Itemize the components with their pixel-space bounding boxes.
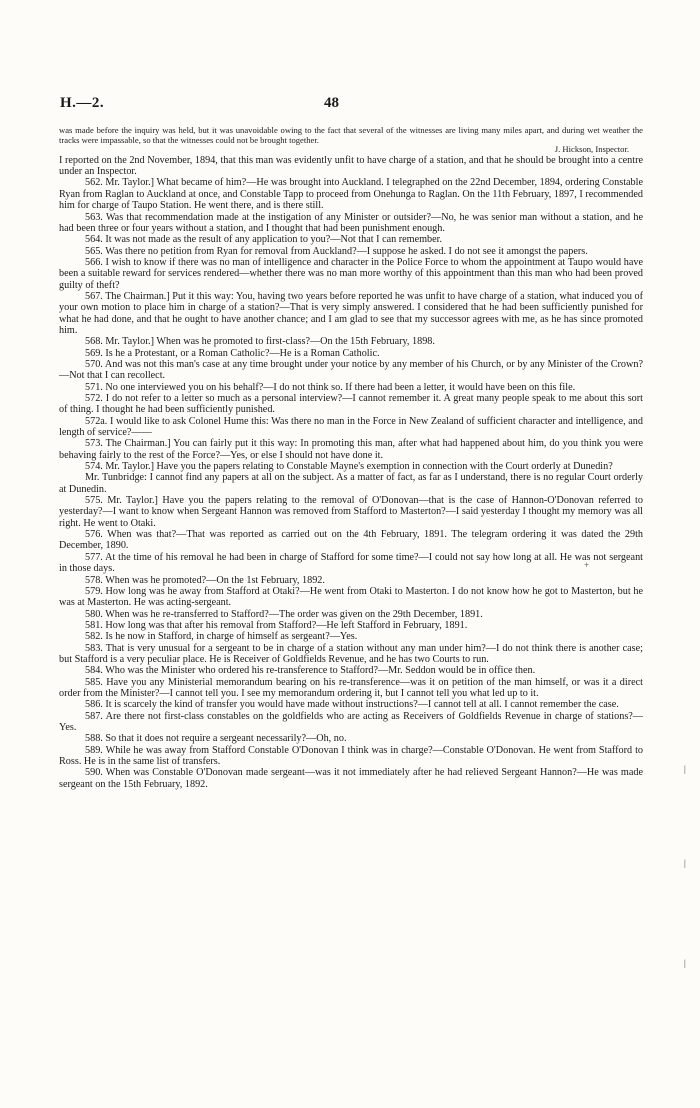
- testimony-paragraph: 570. And was not this man's case at any time brought under your notice by any member of his Church, or by any Minister of the Crown?—Not that I can recollect.: [59, 358, 643, 382]
- intro-small-text: was made before the inquiry was held, but it was unavoidable owing to the fact that several of the witnesses are living many miles apart, and during wet weather the tracks were impassable, so that the witnesses could not be brought together.: [59, 125, 643, 145]
- testimony-paragraph: 566. I wish to know if there was no man of intelligence and character in the Police Force to whom the appointment at Taupo would have been a suitable reward for services rendered—whether there was no man more worthy of this appointment than this man who had been proved guilty of theft?: [59, 256, 643, 291]
- testimony-paragraph: 587. Are there not first-class constables on the goldfields who are acting as Receivers of Goldfields Revenue in charge of stations?—Yes.: [59, 710, 643, 733]
- testimony-paragraph: 577. At the time of his removal he had been in charge of Stafford for some time?—I could not say how long at all. He was not sergeant in those days.: [59, 551, 643, 575]
- testimony-paragraph: 563. Was that recommendation made at the instigation of any Minister or outsider?—No, he was senior man without a station, and he had been three or four years without a station, and I thought that had been punishment enough.: [59, 211, 643, 234]
- testimony-paragraph: 574. Mr. Taylor.] Have you the papers relating to Constable Mayne's exemption in connection with the Court orderly at Dunedin?: [85, 461, 613, 473]
- page-number: 48: [324, 95, 339, 111]
- testimony-paragraph: 581. How long was that after his removal from Stafford?—He left Stafford in February, 1891.: [85, 619, 468, 631]
- margin-mark: |: [684, 858, 686, 868]
- testimony-paragraph: 590. When was Constable O'Donovan made sergeant—was it not immediately after he had relieved Sergeant Hannon?—He was made sergeant on the 15th February, 1892.: [59, 767, 643, 790]
- margin-mark: |: [684, 958, 686, 968]
- testimony-paragraph: 582. Is he now in Stafford, in charge of himself as sergeant?—Yes.: [85, 631, 358, 643]
- testimony-paragraph: Mr. Tunbridge: I cannot find any papers at all on the subject. As a matter of fact, as far as I understand, there is no regular Court orderly at Dunedin.: [59, 472, 643, 495]
- intro-continuation: I reported on the 2nd November, 1894, that this man was evidently unfit to have charge of a station, and that he should be brought into a centre under an Inspector.: [59, 154, 643, 178]
- testimony-paragraph: 571. No one interviewed you on his behalf?—I do not think so. If there had been a letter, it would have been on this file.: [85, 381, 576, 393]
- testimony-paragraphs: [59, 177, 643, 790]
- testimony-paragraph: 586. It is scarcely the kind of transfer you would have made without instructions?—I cannot tell at all. I cannot remember the case.: [85, 699, 619, 711]
- testimony-paragraph: 579. How long was he away from Stafford at Otaki?—He went from Otaki to Masterton. I do not know how he got to Masterton, but he was at Masterton. He was acting-sergeant.: [59, 585, 643, 609]
- signature: J. Hickson, Inspector.: [554, 144, 629, 155]
- testimony-paragraph: 588. So that it does not require a sergeant necessarily?—Oh, no.: [85, 733, 347, 745]
- margin-mark: +: [584, 560, 590, 570]
- testimony-paragraph: 562. Mr. Taylor.] What became of him?—He was brought into Auckland. I telegraphed on the 22nd December, 1894, ordering Constable Ryan from Raglan to Auckland at once, and Constable Tapp to proceed from Onehunga to Raglan. On the 11th February, 1897, I recommended him for charge of Taupo Station. He went there, and is there still.: [59, 177, 643, 212]
- page-body: [59, 126, 643, 790]
- testimony-paragraph: 573. The Chairman.] You can fairly put it this way: In promoting this man, after what had happened about him, do you think you were behaving fairly to the rest of the Force?—Yes, or else I should not have done it.: [59, 438, 643, 461]
- testimony-paragraph: 580. When was he re-transferred to Stafford?—The order was given on the 29th December, 1891.: [85, 608, 483, 620]
- testimony-paragraph: 575. Mr. Taylor.] Have you the papers relating to the removal of O'Donovan—that is the case of Hannon-O'Donovan referred to yesterday?—I want to know when Sergeant Hannon was removed from Stafford to Masterton?—I said yesterday I thought my memory was all right. He went to Otaki.: [59, 495, 643, 529]
- testimony-paragraph: 572. I do not refer to a letter so much as a personal interview?—I cannot remember it. A great many people speak to me about this sort of thing. I thought he had been sufficiently punished.: [59, 393, 643, 416]
- testimony-paragraph: 567. The Chairman.] Put it this way: You, having two years before reported he was unfit to have charge of a station, what induced you of your own motion to place him in charge of a station?—That is very simply answered. I considered that he had been sufficiently punished for what he had done, and that he ought to have another chance; and I am glad to see that my successor agrees with me, as he has since promoted him.: [59, 290, 643, 336]
- testimony-paragraph: 585. Have you any Ministerial memorandum bearing on his re-transference—was it on petition of the man himself, or was it a direct order from the Minister?—I cannot tell you. I see my memorandum ordering it, but I cannot tell you what led up to it.: [59, 676, 643, 699]
- page-reference: H.—2.: [60, 95, 105, 111]
- testimony-paragraph: 564. It was not made as the result of any application to you?—Not that I can remember.: [85, 234, 443, 246]
- testimony-paragraph: 568. Mr. Taylor.] When was he promoted to first-class?—On the 15th February, 1898.: [85, 336, 435, 348]
- testimony-paragraph: 565. Was there no petition from Ryan for removal from Auckland?—I suppose he asked. I do not see it amongst the papers.: [85, 245, 588, 257]
- testimony-paragraph: 584. Who was the Minister who ordered his re-transference to Stafford?—Mr. Seddon would be in office then.: [85, 665, 536, 677]
- testimony-paragraph: 569. Is he a Protestant, or a Roman Catholic?—He is a Roman Catholic.: [85, 347, 380, 359]
- testimony-paragraph: 583. That is very unusual for a sergeant to be in charge of a station without any man under him?—I do not think there is another case; but Stafford is a very peculiar place. He is Receiver of Goldfields Revenue, and he has two Courts to run.: [59, 642, 643, 665]
- testimony-paragraph: 572a. I would like to ask Colonel Hume this: Was there no man in the Force in New Zealand of sufficient character and intelligence, and length of service?——: [59, 415, 643, 439]
- testimony-paragraph: 576. When was that?—That was reported as carried out on the 4th February, 1891. The telegram ordering it was dated the 29th December, 1890.: [59, 529, 643, 552]
- margin-mark: |: [684, 764, 686, 774]
- testimony-paragraph: 589. While he was away from Stafford Constable O'Donovan I think was in charge?—Constable O'Donovan. He went from Stafford to Ross. He is in the same list of transfers.: [59, 744, 643, 767]
- testimony-paragraph: 578. When was he promoted?—On the 1st February, 1892.: [85, 574, 325, 586]
